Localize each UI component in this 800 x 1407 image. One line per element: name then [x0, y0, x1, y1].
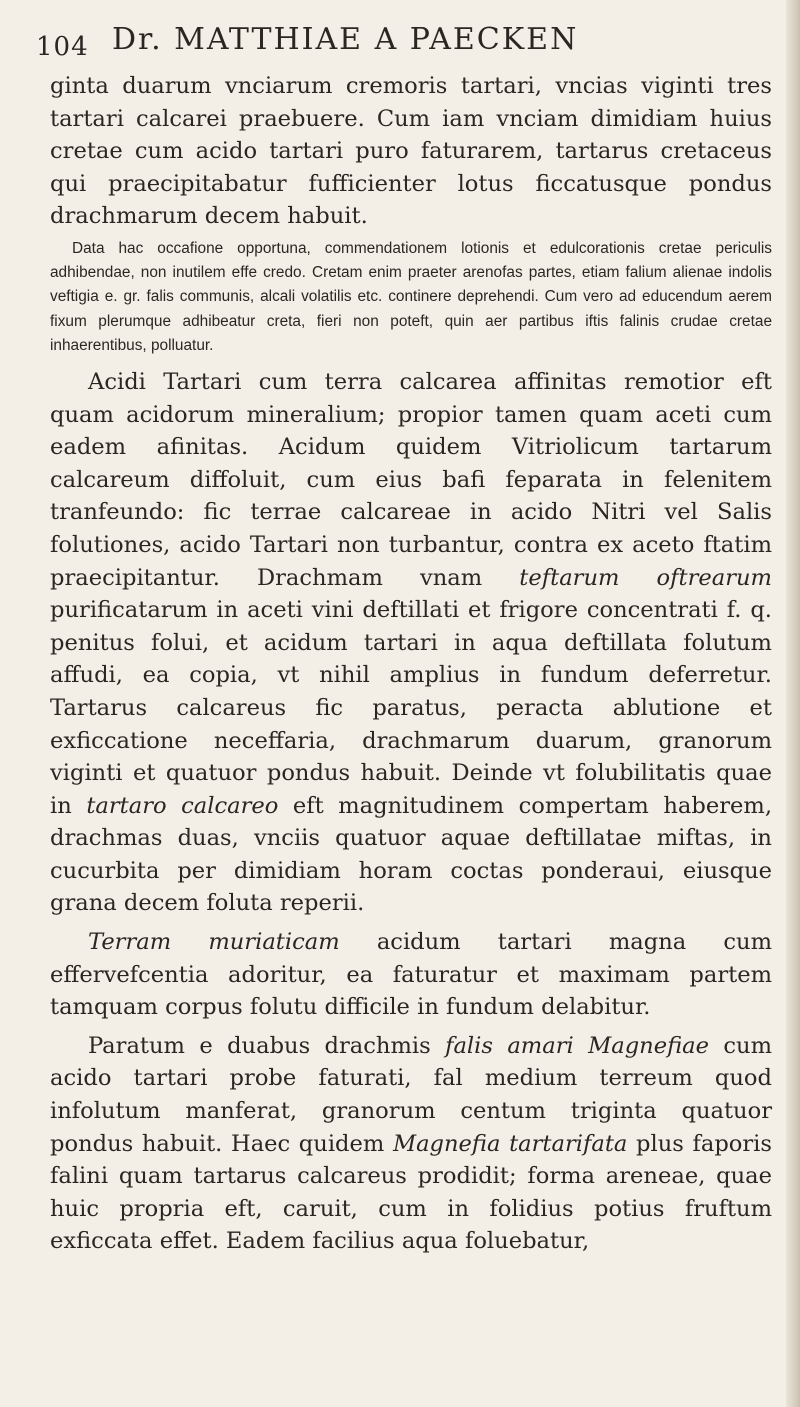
italic-term: Terram muriaticam: [88, 929, 340, 956]
text-run: Acidi Tartari cum terra calcarea affinitas remotior eft quam acidorum mineralium; propior tamen quam aceti cum eadem afinitas. Acidum quidem Vitriolicum tartarum calcareum diffoluit, cum eius bafi feparata in felenitem tranfeundo: fic terrae calcareae in acido Nitri vel Salis folutiones, acido Tartari non turbantur, contra ex aceto ftatim praecipitantur. Drachmam vnam: [50, 368, 772, 591]
body-paragraph: [50, 70, 772, 233]
text-run: cum acido tartari probe faturati, fal medium terreum quod infolutum manferat, granorum centum triginta quatuor pondus habuit. Haec quidem: [50, 1032, 772, 1157]
page-number: 104: [36, 32, 89, 62]
body-paragraph: [50, 366, 772, 920]
page-header: [36, 22, 740, 62]
text-run: acidum tartari magna cum effervefcentia adoritur, ea faturatur et maximam partem tamquam corpus folutu difficile in fundum delabitur.: [50, 929, 772, 1021]
page-edge: [786, 0, 800, 1407]
italic-term: teftarum oftrearum: [519, 564, 772, 591]
footnote-paragraph: [50, 237, 772, 358]
text-run: Data hac occafione opportuna, commendationem lotionis et edulcorationis cretae periculis adhibendae, non inutilem effe credo. Cretam enim praeter arenofas partes, etiam falium alienae indolis veftigia e. gr. falis communis, alcali volatilis etc. continere deprehendi. Cum vero ad educendum aerem fixum plerumque adhibeatur creta, fieri non poteft, quin aer partibus iftis falinis crudae cretae inhaerentibus, polluatur.: [50, 239, 772, 354]
text-run: purificatarum in aceti vini deftillati et frigore concentrati f. q. penitus folui, et acidum tartari in aqua deftillata folutum affudi, ea copia, vt nihil amplius in fundum deferretur. Tartarus calcareus fic paratus, peracta ablutione et exficcatione neceffaria, drachmarum duarum, granorum viginti et quatuor pondus habuit. Deinde vt folubilitatis quae in: [50, 597, 772, 819]
running-head: Dr. MATTHIAE A PAECKEN: [112, 22, 579, 57]
body-paragraph: [50, 926, 772, 1024]
body-paragraph: [50, 1030, 772, 1258]
text-run: Paratum e duabus drachmis: [88, 1032, 446, 1059]
text-run: plus faporis falini quam tartarus calcareus prodidit; forma areneae, quae huic propria eft, caruit, cum in folidius potius fruftum exficcata effet. Eadem facilius aqua foluebatur,: [50, 1130, 772, 1255]
italic-term: falis amari Magnefiae: [445, 1032, 709, 1059]
italic-term: tartaro calcareo: [86, 792, 279, 819]
page-body: [50, 70, 772, 1258]
text-run: ginta duarum vnciarum cremoris tartari, vncias viginti tres tartari calcarei praebuere. Cum iam vnciam dimidiam huius cretae cum acido tartari puro faturarem, tartarus cretaceus qui praecipitabatur fufficienter lotus ficcatusque pondus drachmarum decem habuit.: [50, 73, 772, 230]
italic-term: Magnefia tartarifata: [392, 1130, 628, 1157]
text-run: eft magnitudinem compertam haberem, drachmas duas, vnciis quatuor aquae deftillatae miftas, in cucurbita per dimidiam horam coctas ponderaui, eiusque grana decem foluta reperii.: [50, 792, 773, 917]
